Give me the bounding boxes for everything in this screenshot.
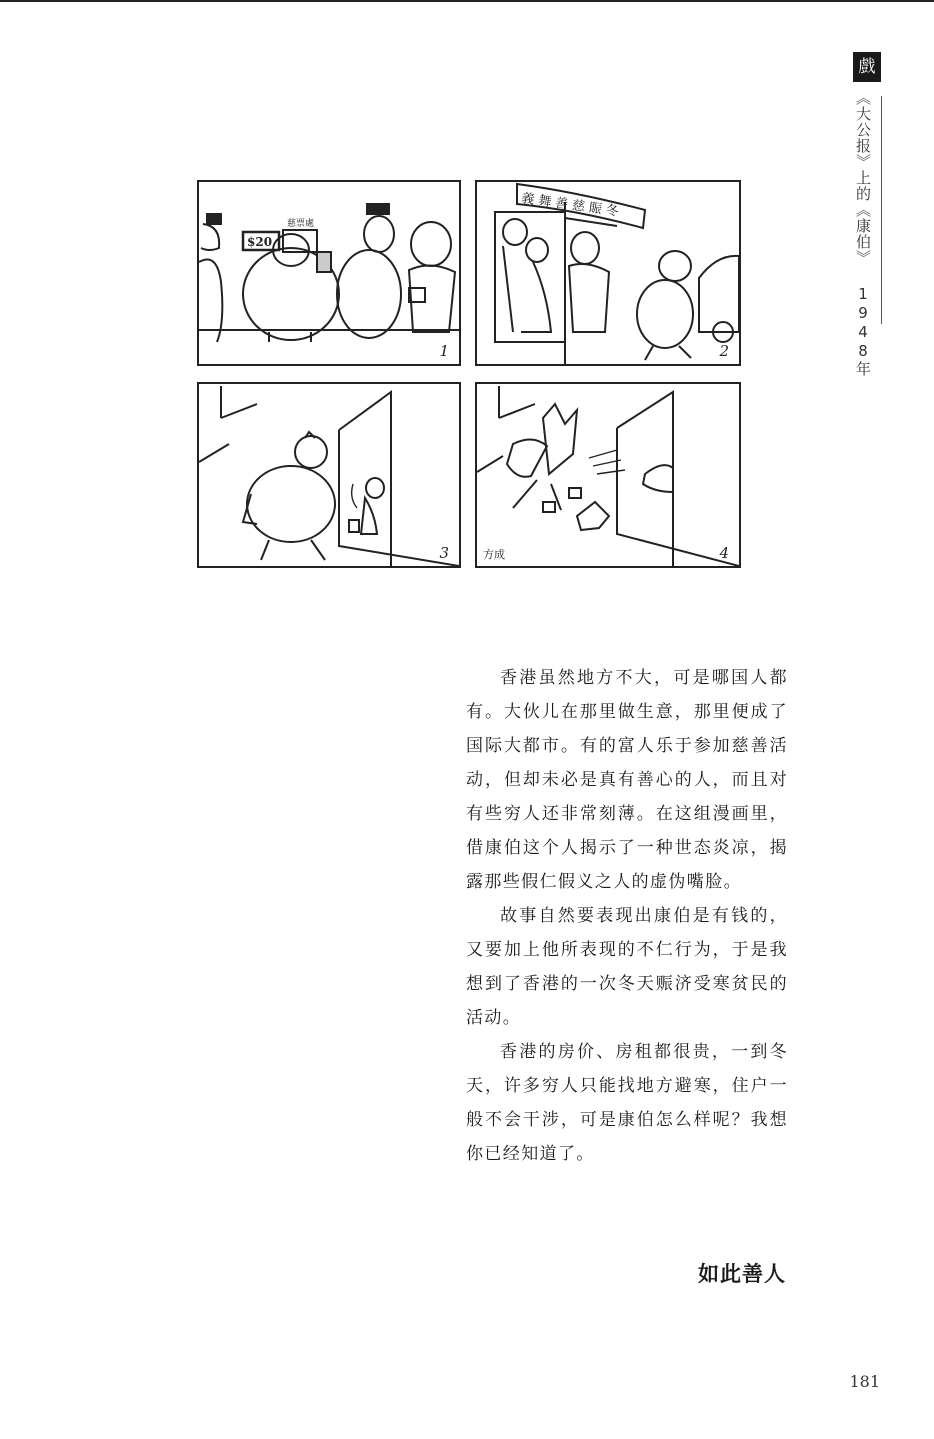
sign-price-text: $20 [247, 235, 273, 249]
banner-text: 義舞善慈賑冬 [520, 191, 624, 221]
artist-signature: 方成 [483, 548, 505, 561]
book-logo: 戲 [853, 52, 881, 82]
panel-number-3: 3 [439, 544, 449, 562]
comic-title: 如此善人 [698, 1261, 786, 1286]
running-title: 《大公报》上的《康伯》 1948年 [854, 90, 872, 377]
panel-number-2: 2 [719, 342, 729, 360]
paragraph-3: 香港的房价、房租都很贵，一到冬天，许多穷人只能找地方避寒，住户一般不会干涉，可是康伯怎么样呢？我想你已经知道了。 [466, 1042, 788, 1164]
top-rule [0, 0, 934, 2]
page-number: 181 [849, 1372, 880, 1391]
running-header [853, 52, 883, 377]
comic-panel-2 [475, 180, 741, 366]
paragraph-1: 香港虽然地方不大，可是哪国人都有。大伙儿在那里做生意，那里便成了国际大都市。有的富人乐于参加慈善活动，但却未必是真有善心的人，而且对有些穷人还非常刻薄。在这组漫画里，借康伯这个人揭示了一种世态炎凉，揭露那些假仁假义之人的虚伪嘴脸。 [466, 668, 788, 892]
header-divider [881, 96, 882, 324]
panel-number-1: 1 [439, 342, 449, 360]
comic-panel-4 [475, 382, 741, 568]
paragraph-2: 故事自然要表现出康伯是有钱的，又要加上他所表现的不仁行为，于是我想到了香港的一次冬天赈济受寒贫民的活动。 [466, 906, 788, 1028]
article-body [466, 661, 788, 1171]
panel-number-4: 4 [719, 544, 729, 562]
comic-panel-3 [197, 382, 461, 568]
sign-ticket-text: 慈票處 [287, 219, 315, 229]
comic-panel-1 [197, 180, 461, 366]
